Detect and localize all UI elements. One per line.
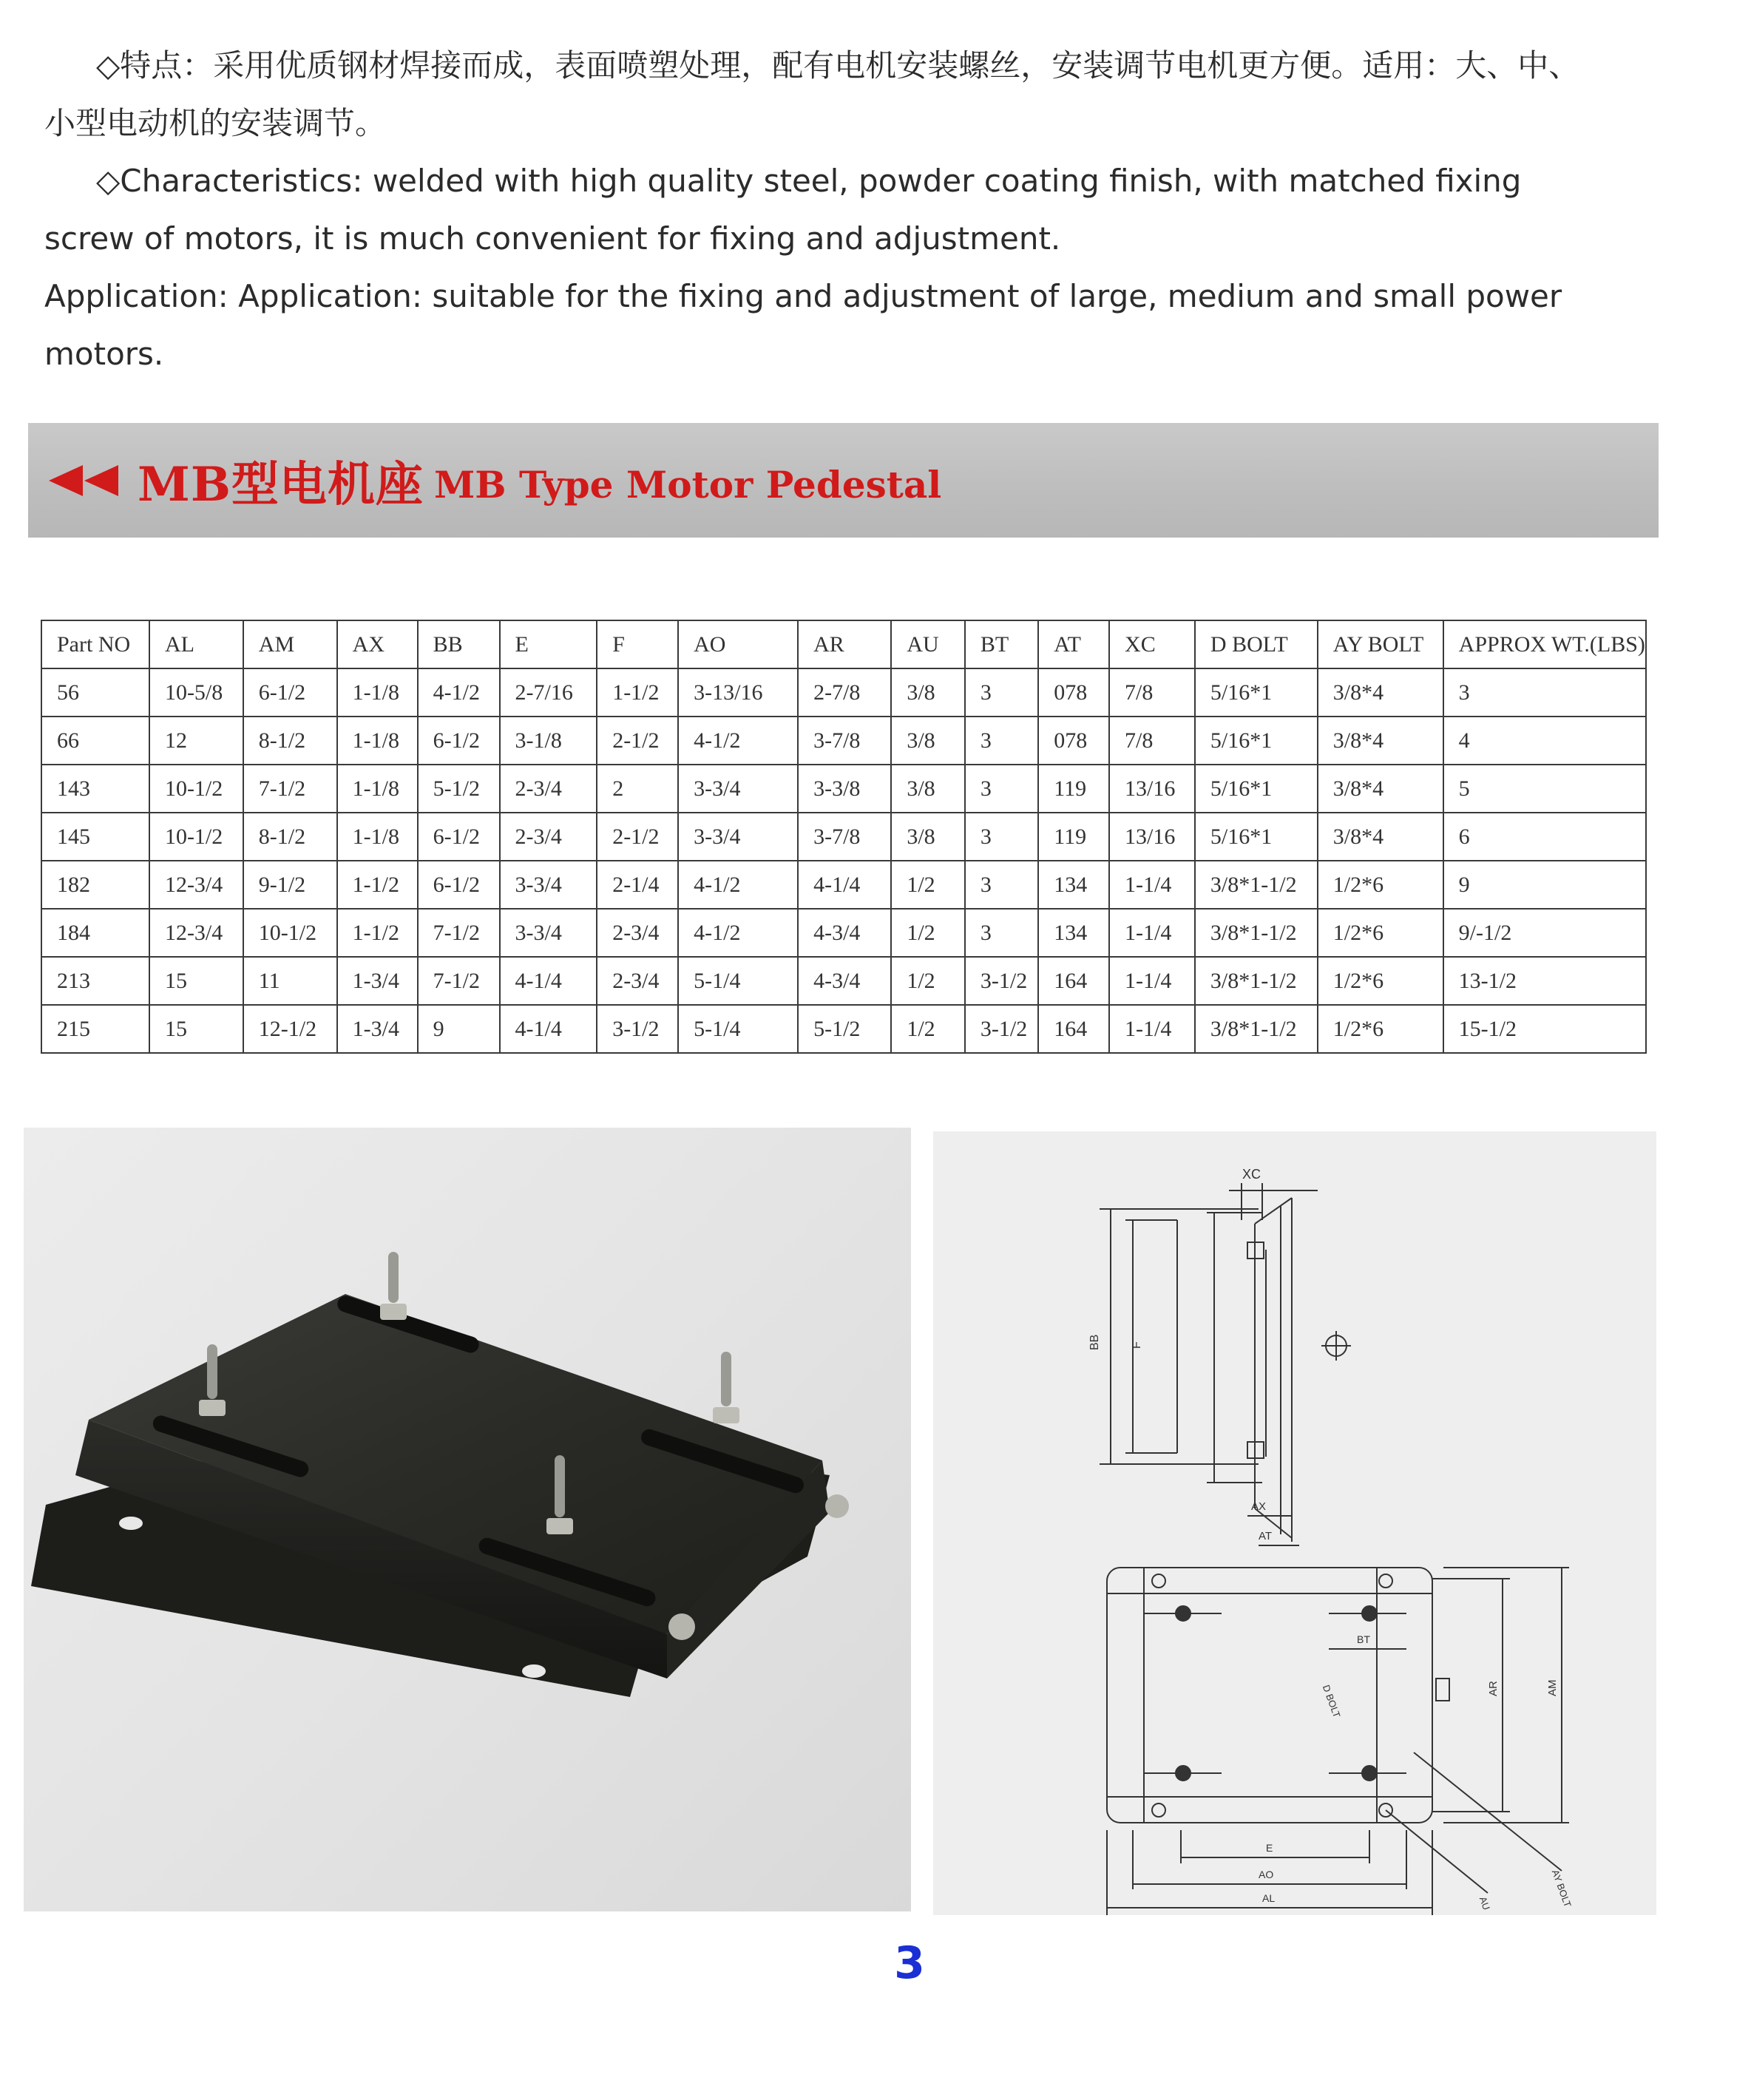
label-al: AL xyxy=(1262,1892,1276,1904)
table-cell: 12-3/4 xyxy=(149,909,243,957)
table-cell: 184 xyxy=(41,909,149,957)
table-cell: 3-3/4 xyxy=(678,813,798,861)
table-cell: 143 xyxy=(41,765,149,813)
table-cell: 2-3/4 xyxy=(500,813,597,861)
table-cell: 134 xyxy=(1038,909,1109,957)
table-cell: 1-1/8 xyxy=(337,813,418,861)
column-header: AR xyxy=(798,620,891,668)
table-cell: 119 xyxy=(1038,813,1109,861)
label-at: AT xyxy=(1259,1530,1273,1542)
top-view xyxy=(1107,1568,1574,1915)
table-cell: 4-1/4 xyxy=(500,1005,597,1053)
table-cell: 3-1/2 xyxy=(965,1005,1038,1053)
label-au: AU xyxy=(1477,1894,1493,1912)
column-header: AY BOLT xyxy=(1318,620,1443,668)
table-row xyxy=(41,668,1646,717)
table-cell: 3 xyxy=(965,861,1038,909)
section-title-en: MB Type Motor Pedestal xyxy=(433,463,942,507)
column-header: AU xyxy=(891,620,965,668)
label-d-bolt: D BOLT xyxy=(1320,1683,1343,1719)
table-cell: 1-1/2 xyxy=(337,861,418,909)
motor-pedestal-image xyxy=(24,1128,911,1911)
table-cell: 3 xyxy=(965,668,1038,717)
table-cell: 3/8*4 xyxy=(1318,813,1443,861)
table-cell: 3 xyxy=(965,765,1038,813)
table-cell: 1-1/2 xyxy=(337,909,418,957)
table-cell: 1/2 xyxy=(891,1005,965,1053)
section-title-zh: MB型电机座 xyxy=(138,456,424,512)
table-cell: 164 xyxy=(1038,1005,1109,1053)
table-cell: 1-3/4 xyxy=(337,957,418,1005)
table-cell: 15 xyxy=(149,1005,243,1053)
technical-drawing xyxy=(933,1131,1656,1915)
table-cell: 3/8*4 xyxy=(1318,668,1443,717)
label-am: AM xyxy=(1546,1679,1559,1696)
table-cell: 4-3/4 xyxy=(798,909,891,957)
table-cell: 3-13/16 xyxy=(678,668,798,717)
table-cell: 213 xyxy=(41,957,149,1005)
table-cell: 10-5/8 xyxy=(149,668,243,717)
label-ay-bolt: AY BOLT xyxy=(1549,1868,1574,1909)
table-cell: 3/8*1-1/2 xyxy=(1195,1005,1318,1053)
table-cell: 4-3/4 xyxy=(798,957,891,1005)
column-header: AM xyxy=(243,620,337,668)
table-cell: 7-1/2 xyxy=(418,957,500,1005)
double-left-arrow-icon xyxy=(49,462,123,499)
table-cell: 164 xyxy=(1038,957,1109,1005)
table-cell: 15 xyxy=(149,957,243,1005)
label-ar: AR xyxy=(1487,1681,1500,1696)
column-header: AO xyxy=(678,620,798,668)
table-cell: 2 xyxy=(597,765,678,813)
table-cell: 2-1/2 xyxy=(597,813,678,861)
table-row xyxy=(41,717,1646,765)
table-cell: 1-1/2 xyxy=(597,668,678,717)
label-ax: AX xyxy=(1251,1500,1267,1513)
table-cell: 66 xyxy=(41,717,149,765)
table-cell: 134 xyxy=(1038,861,1109,909)
column-header: APPROX WT.(LBS) xyxy=(1443,620,1646,668)
table-cell: 15-1/2 xyxy=(1443,1005,1646,1053)
column-header: Part NO xyxy=(41,620,149,668)
intro-characteristics: ◇Characteristics: welded with high quality steel, powder coating finish, with matched fixing screw of motors, it is much convenient for fixing and adjustment. xyxy=(44,163,1522,257)
intro-application: Application: Application: suitable for the fixing and adjustment of large, medium and small power motors. xyxy=(44,278,1562,372)
table-cell: 2-3/4 xyxy=(597,909,678,957)
table-cell: 3-1/2 xyxy=(965,957,1038,1005)
table-cell: 3-7/8 xyxy=(798,813,891,861)
table-cell: 10-1/2 xyxy=(243,909,337,957)
table-cell: 1-1/4 xyxy=(1109,1005,1195,1053)
table-cell: 6 xyxy=(1443,813,1646,861)
table-cell: 1/2*6 xyxy=(1318,861,1443,909)
table-cell: 5/16*1 xyxy=(1195,668,1318,717)
page-number: 3 xyxy=(894,1937,925,1989)
table-row xyxy=(41,909,1646,957)
table-cell: 9 xyxy=(418,1005,500,1053)
intro-zh: ◇特点：采用优质钢材焊接而成，表面喷塑处理，配有电机安装螺丝，安装调节电机更方便。适用：大、中、小型电动机的安装调节。 xyxy=(44,47,1580,141)
table-cell: 5-1/4 xyxy=(678,957,798,1005)
table-cell: 1/2 xyxy=(891,957,965,1005)
table-cell: 2-7/16 xyxy=(500,668,597,717)
table-cell: 4-1/2 xyxy=(678,909,798,957)
table-cell: 4-1/2 xyxy=(418,668,500,717)
table-cell: 10-1/2 xyxy=(149,813,243,861)
table-cell: 8-1/2 xyxy=(243,717,337,765)
table-cell: 3/8 xyxy=(891,717,965,765)
table-cell: 215 xyxy=(41,1005,149,1053)
column-header: AT xyxy=(1038,620,1109,668)
table-cell: 4-1/2 xyxy=(678,861,798,909)
table-cell: 2-1/2 xyxy=(597,717,678,765)
table-cell: 13-1/2 xyxy=(1443,957,1646,1005)
table-cell: 5/16*1 xyxy=(1195,765,1318,813)
table-cell: 1/2*6 xyxy=(1318,957,1443,1005)
table-cell: 5 xyxy=(1443,765,1646,813)
table-cell: 1/2*6 xyxy=(1318,1005,1443,1053)
table-cell: 145 xyxy=(41,813,149,861)
column-header: BT xyxy=(965,620,1038,668)
label-bt: BT xyxy=(1357,1633,1370,1645)
table-cell: 3/8*4 xyxy=(1318,765,1443,813)
table-cell: 11 xyxy=(243,957,337,1005)
table-cell: 12-1/2 xyxy=(243,1005,337,1053)
table-cell: 3/8*1-1/2 xyxy=(1195,861,1318,909)
table-cell: 5/16*1 xyxy=(1195,813,1318,861)
table-row xyxy=(41,861,1646,909)
table-cell: 9 xyxy=(1443,861,1646,909)
column-header: XC xyxy=(1109,620,1195,668)
product-photo xyxy=(24,1128,911,1911)
table-cell: 9/-1/2 xyxy=(1443,909,1646,957)
table-cell: 2-1/4 xyxy=(597,861,678,909)
table-cell: 13/16 xyxy=(1109,765,1195,813)
table-cell: 182 xyxy=(41,861,149,909)
table-cell: 3-3/4 xyxy=(500,909,597,957)
column-header: AL xyxy=(149,620,243,668)
table-cell: 1-3/4 xyxy=(337,1005,418,1053)
table-cell: 3/8 xyxy=(891,813,965,861)
table-cell: 1-1/8 xyxy=(337,765,418,813)
side-view xyxy=(1088,1167,1351,1545)
table-cell: 4-1/4 xyxy=(500,957,597,1005)
table-cell: 3/8*1-1/2 xyxy=(1195,909,1318,957)
table-cell: 9-1/2 xyxy=(243,861,337,909)
table-cell: 8-1/2 xyxy=(243,813,337,861)
table-cell: 7/8 xyxy=(1109,717,1195,765)
table-cell: 1-1/8 xyxy=(337,668,418,717)
table-cell: 6-1/2 xyxy=(418,861,500,909)
column-header: D BOLT xyxy=(1195,620,1318,668)
table-cell: 3-3/4 xyxy=(678,765,798,813)
table-cell: 1/2 xyxy=(891,909,965,957)
table-cell: 3/8*4 xyxy=(1318,717,1443,765)
table-cell: 7-1/2 xyxy=(243,765,337,813)
table-cell: 5-1/2 xyxy=(798,1005,891,1053)
column-header: E xyxy=(500,620,597,668)
table-cell: 3-7/8 xyxy=(798,717,891,765)
table-cell: 1-1/4 xyxy=(1109,957,1195,1005)
column-header: F xyxy=(597,620,678,668)
table-cell: 3-1/2 xyxy=(597,1005,678,1053)
table-cell: 7/8 xyxy=(1109,668,1195,717)
label-bb: BB xyxy=(1088,1334,1101,1350)
label-f: F xyxy=(1131,1341,1143,1349)
table-cell: 5/16*1 xyxy=(1195,717,1318,765)
column-header: BB xyxy=(418,620,500,668)
table-cell: 13/16 xyxy=(1109,813,1195,861)
table-cell: 6-1/2 xyxy=(418,813,500,861)
table-cell: 5-1/4 xyxy=(678,1005,798,1053)
table-cell: 3-3/4 xyxy=(500,861,597,909)
table-cell: 078 xyxy=(1038,668,1109,717)
table-cell: 7-1/2 xyxy=(418,909,500,957)
label-ao: AO xyxy=(1259,1869,1274,1880)
table-cell: 12 xyxy=(149,717,243,765)
table-cell: 56 xyxy=(41,668,149,717)
table-cell: 6-1/2 xyxy=(418,717,500,765)
table-cell: 10-1/2 xyxy=(149,765,243,813)
column-header: AX xyxy=(337,620,418,668)
table-cell: 2-3/4 xyxy=(500,765,597,813)
table-cell: 12-3/4 xyxy=(149,861,243,909)
table-cell: 1-1/8 xyxy=(337,717,418,765)
label-e: E xyxy=(1266,1842,1273,1854)
table-row xyxy=(41,957,1646,1005)
table-cell: 4-1/2 xyxy=(678,717,798,765)
table-cell: 3 xyxy=(965,909,1038,957)
table-cell: 3-3/8 xyxy=(798,765,891,813)
table-cell: 1/2*6 xyxy=(1318,909,1443,957)
table-cell: 5-1/2 xyxy=(418,765,500,813)
table-cell: 119 xyxy=(1038,765,1109,813)
table-row xyxy=(41,1005,1646,1053)
table-cell: 1-1/4 xyxy=(1109,861,1195,909)
table-cell: 3 xyxy=(965,717,1038,765)
table-cell: 4 xyxy=(1443,717,1646,765)
table-cell: 3/8 xyxy=(891,765,965,813)
spec-table xyxy=(41,620,1647,1054)
intro-text xyxy=(44,37,1590,383)
table-header-row xyxy=(41,620,1646,668)
table-cell: 078 xyxy=(1038,717,1109,765)
table-row xyxy=(41,813,1646,861)
table-cell: 4-1/4 xyxy=(798,861,891,909)
table-cell: 3/8*1-1/2 xyxy=(1195,957,1318,1005)
table-row xyxy=(41,765,1646,813)
section-banner xyxy=(28,423,1659,538)
table-cell: 1/2 xyxy=(891,861,965,909)
table-cell: 3 xyxy=(1443,668,1646,717)
table-cell: 3-1/8 xyxy=(500,717,597,765)
table-cell: 6-1/2 xyxy=(243,668,337,717)
label-xc: XC xyxy=(1242,1167,1261,1182)
table-cell: 2-3/4 xyxy=(597,957,678,1005)
table-cell: 2-7/8 xyxy=(798,668,891,717)
table-cell: 1-1/4 xyxy=(1109,909,1195,957)
table-cell: 3 xyxy=(965,813,1038,861)
table-cell: 3/8 xyxy=(891,668,965,717)
